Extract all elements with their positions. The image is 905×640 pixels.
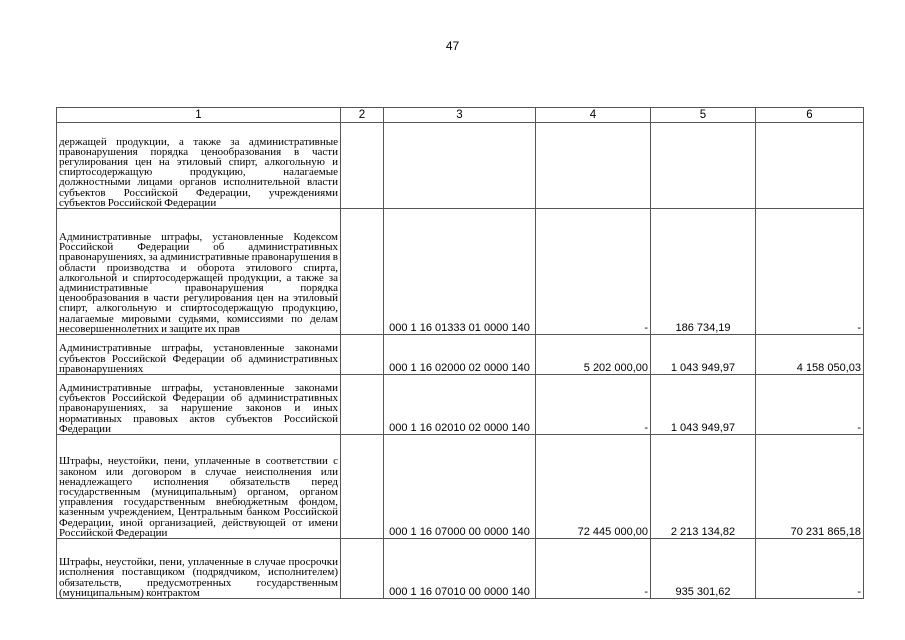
row-actual-amount: 1 043 949,97 xyxy=(651,335,756,375)
row-budget-code xyxy=(384,123,536,209)
row-column-2 xyxy=(341,539,384,599)
column-header: 6 xyxy=(756,108,864,123)
row-plan-amount: - xyxy=(536,375,651,435)
row-budget-code: 000 1 16 07000 00 0000 140 xyxy=(384,435,536,539)
row-remaining-amount: - xyxy=(756,375,864,435)
revenue-table xyxy=(56,107,864,599)
row-plan-amount xyxy=(536,123,651,209)
row-budget-code: 000 1 16 01333 01 0000 140 xyxy=(384,209,536,335)
row-description: Административные штрафы, установленные Кодексом Российской Федерации об административных правонарушениях, за административные правонарушения в области производства и оборота этилового спирта, алкогольной и спиртосодержащей продукции, а также за административные правонарушения порядка ценообразования в части регулирования цен на этиловый спирт, алкогольную и спиртосодержащую продукцию, налагаемые мировыми судьями, комиссиями по делам несовершеннолетних и защите их прав xyxy=(57,209,341,335)
row-description: Штрафы, неустойки, пени, уплаченные в случае просрочки исполнения поставщиком (подрядчиком, исполнителем) обязательств, предусмотренных государственным (муниципальным) контрактом xyxy=(57,539,341,599)
row-budget-code: 000 1 16 02010 02 0000 140 xyxy=(384,375,536,435)
row-remaining-amount: - xyxy=(756,539,864,599)
page-number: 47 xyxy=(445,39,460,53)
row-budget-code: 000 1 16 02000 02 0000 140 xyxy=(384,335,536,375)
row-remaining-amount: 4 158 050,03 xyxy=(756,335,864,375)
row-plan-amount: 72 445 000,00 xyxy=(536,435,651,539)
column-header: 1 xyxy=(57,108,341,123)
row-description: Штрафы, неустойки, пени, уплаченные в соответствии с законом или договором в случае неисполнения или ненадлежащего исполнения обязательств перед государственным (муниципальным) органом, органом управления государственным внебюджетным фондом, казенным учреждением, Центральным банком Российской Федерации, иной организацией, действующей от имени Российской Федерации xyxy=(57,435,341,539)
table-row xyxy=(57,335,864,375)
row-actual-amount: 186 734,19 xyxy=(651,209,756,335)
row-column-2 xyxy=(341,123,384,209)
table-row xyxy=(57,123,864,209)
row-column-2 xyxy=(341,335,384,375)
row-column-2 xyxy=(341,435,384,539)
row-column-2 xyxy=(341,209,384,335)
row-column-2 xyxy=(341,375,384,435)
row-remaining-amount: 70 231 865,18 xyxy=(756,435,864,539)
row-actual-amount xyxy=(651,123,756,209)
row-actual-amount: 1 043 949,97 xyxy=(651,375,756,435)
row-actual-amount: 935 301,62 xyxy=(651,539,756,599)
column-header: 5 xyxy=(651,108,756,123)
table-row xyxy=(57,435,864,539)
row-remaining-amount: - xyxy=(756,209,864,335)
row-description: держащей продукции, а также за административные правонарушения порядка ценообразования в части регулирования цен на этиловый спирт, алкогольную и спиртосодержащую продукцию, налагаемые должностными лицами органов исполнительной власти субъектов Российской Федерации, учреждениями субъектов Российской Федерации xyxy=(57,123,341,209)
row-plan-amount: - xyxy=(536,209,651,335)
table-row xyxy=(57,375,864,435)
row-description: Административные штрафы, установленные законами субъектов Российской Федерации об административных правонарушениях, за нарушение законов и иных нормативных правовых актов субъектов Российской Федерации xyxy=(57,375,341,435)
row-actual-amount: 2 213 134,82 xyxy=(651,435,756,539)
table-header-row xyxy=(57,108,864,123)
row-plan-amount: 5 202 000,00 xyxy=(536,335,651,375)
row-remaining-amount xyxy=(756,123,864,209)
row-budget-code: 000 1 16 07010 00 0000 140 xyxy=(384,539,536,599)
row-plan-amount: - xyxy=(536,539,651,599)
column-header: 4 xyxy=(536,108,651,123)
table-row xyxy=(57,209,864,335)
table-row xyxy=(57,539,864,599)
column-header: 2 xyxy=(341,108,384,123)
row-description: Административные штрафы, установленные законами субъектов Российской Федерации об административных правонарушениях xyxy=(57,335,341,375)
column-header: 3 xyxy=(384,108,536,123)
